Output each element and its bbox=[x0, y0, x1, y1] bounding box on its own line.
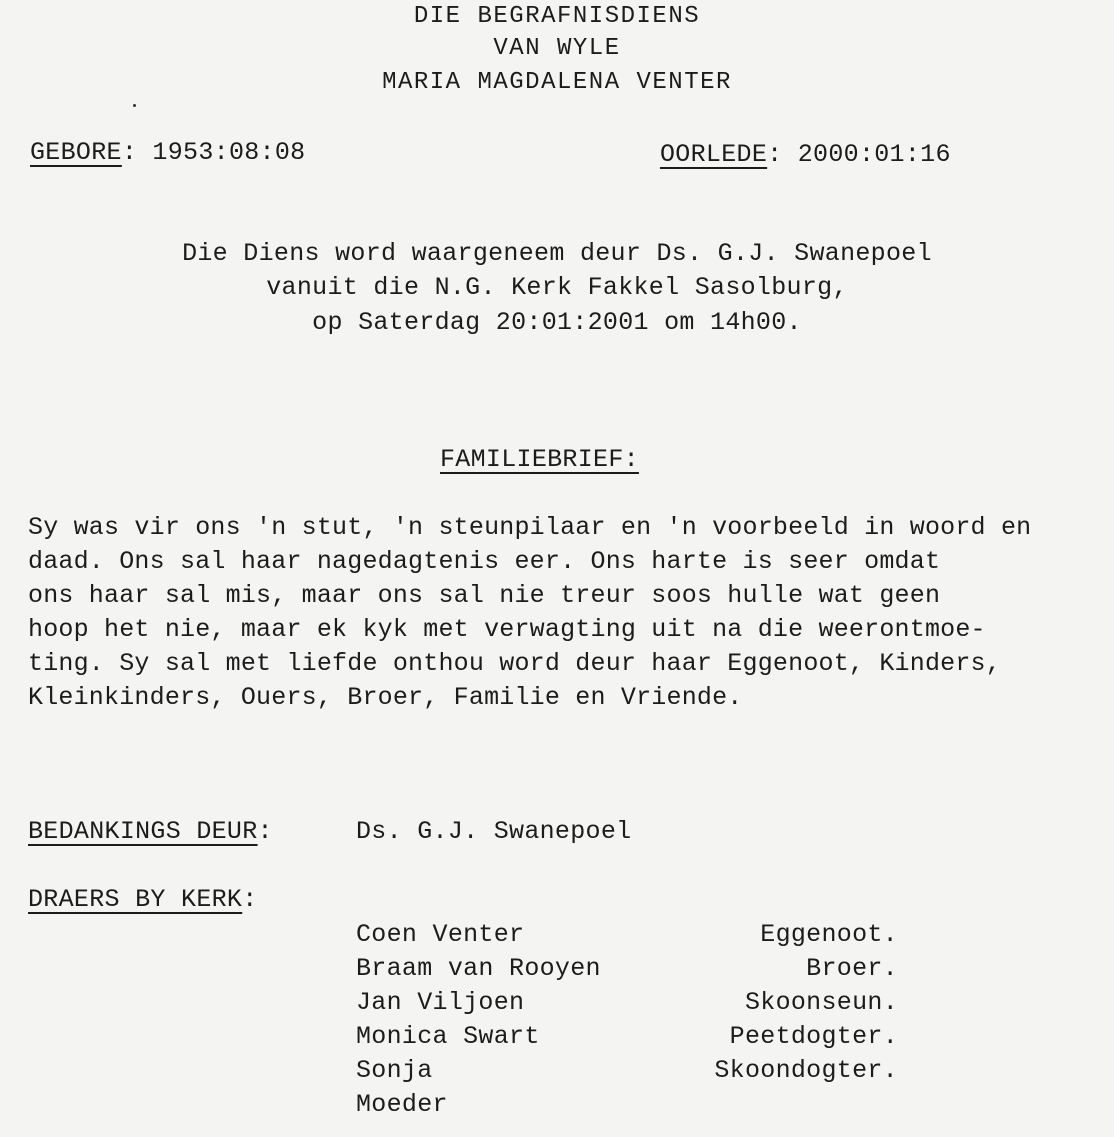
bearer-name: Sonja bbox=[356, 1056, 433, 1085]
letter-line: Kleinkinders, Ouers, Broer, Familie en Vriende. bbox=[28, 683, 743, 712]
bearer-relation: Skoondogter. bbox=[714, 1056, 898, 1085]
thanks-value: Ds. G.J. Swanepoel bbox=[356, 817, 632, 846]
bearer-name: Braam van Rooyen bbox=[356, 954, 601, 983]
letter-line: hoop het nie, maar ek kyk met verwagting uit na die weerontmoe- bbox=[28, 615, 986, 644]
bearer-relation: Skoonseun. bbox=[744, 988, 898, 1017]
family-letter-heading: FAMILIEBRIEF: bbox=[440, 445, 639, 474]
title-line-3: MARIA MAGDALENA VENTER bbox=[382, 69, 732, 96]
family-letter-text bbox=[28, 511, 1088, 715]
born-value: : 1953:08:08 bbox=[121, 138, 306, 167]
bearer-relation: Eggenoot. bbox=[760, 920, 898, 949]
letter-line: Sy was vir ons 'n stut, 'n steunpilaar en 'n voorbeeld in woord en bbox=[28, 513, 1032, 542]
born-date bbox=[30, 136, 305, 169]
bearer-name: Coen Venter bbox=[356, 920, 525, 949]
title-line-1: DIE BEGRAFNISDIENS bbox=[413, 3, 701, 30]
letter-line: ting. Sy sal met liefde onthou word deur haar Eggenoot, Kinders, bbox=[28, 649, 1001, 678]
paper-speck bbox=[133, 104, 136, 107]
thanks-label: BEDANKINGS DEUR bbox=[28, 817, 258, 846]
service-line-3: op Saterdag 20:01:2001 om 14h00. bbox=[312, 308, 802, 337]
died-value: : 2000:01:16 bbox=[767, 140, 951, 169]
bearer-relation: Broer. bbox=[806, 954, 898, 983]
bearers-heading bbox=[28, 883, 258, 916]
bearer-name: Monica Swart bbox=[356, 1022, 540, 1051]
title-line-2: VAN WYLE bbox=[493, 35, 621, 62]
bearer-name: Moeder bbox=[356, 1090, 448, 1119]
bearers-label: DRAERS BY KERK bbox=[28, 885, 243, 914]
service-line-2: vanuit die N.G. Kerk Fakkel Sasolburg, bbox=[266, 273, 848, 302]
service-line-1: Die Diens word waargeneem deur Ds. G.J. Swanepoel bbox=[182, 239, 932, 268]
bearer-name: Jan Viljoen bbox=[356, 988, 525, 1017]
letter-line: ons haar sal mis, maar ons sal nie treur soos hulle wat geen bbox=[28, 581, 941, 610]
died-date bbox=[660, 138, 951, 171]
bearer-relation: Peetdogter. bbox=[729, 1022, 898, 1051]
died-label: OORLEDE bbox=[660, 140, 768, 169]
bearers-colon: : bbox=[242, 885, 258, 914]
letter-line: daad. Ons sal haar nagedagtenis eer. Ons harte is seer omdat bbox=[28, 547, 941, 576]
thanks-colon: : bbox=[257, 817, 273, 846]
thanks-row bbox=[28, 815, 273, 848]
born-label: GEBORE bbox=[30, 138, 122, 167]
